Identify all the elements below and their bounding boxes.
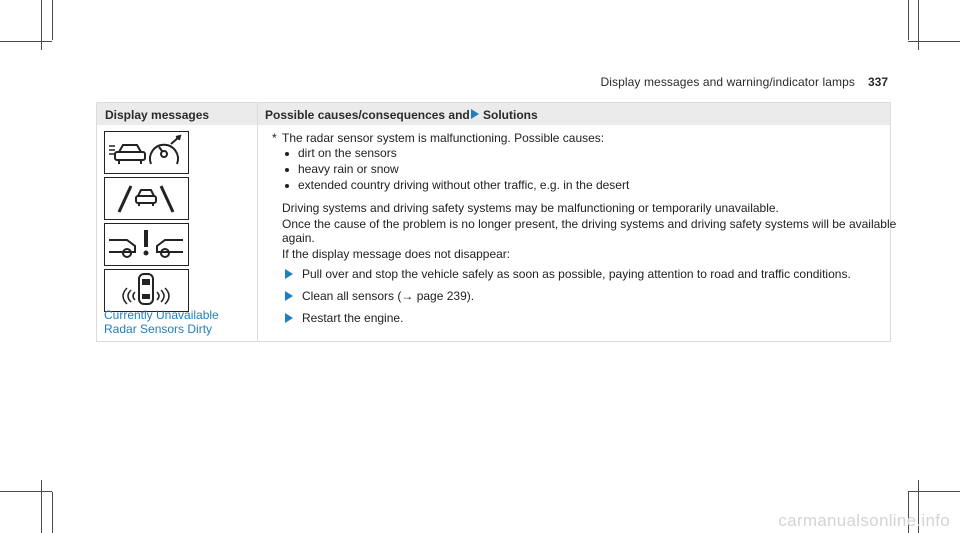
caption-radar-sensors-dirty: Radar Sensors Dirty xyxy=(104,322,213,336)
radar-sensor-fault-icon xyxy=(104,131,189,174)
paragraph-systems: Driving systems and driving safety systems may be malfunctioning or temporarily unavailable. xyxy=(282,201,779,215)
display-messages-table xyxy=(96,102,897,342)
page-number: 337 xyxy=(868,75,889,89)
col-header-causes: Possible causes/consequences and xyxy=(265,108,470,122)
step-pull-over: Pull over and stop the vehicle safely as soon as possible, paying attention to road and traffic conditions. xyxy=(302,267,851,281)
crop-mark xyxy=(41,0,42,50)
step-clean-sensors: Clean all sensors (→ page 239). xyxy=(302,289,475,303)
page-header-title: Display messages and warning/indicator lamps xyxy=(600,75,855,89)
asterisk: * xyxy=(272,131,277,145)
paragraph-if: If the display message does not disappear: xyxy=(282,247,511,261)
crop-mark xyxy=(0,41,52,42)
step-arrow-icon xyxy=(285,313,293,323)
col-header-display-messages: Display messages xyxy=(105,108,210,122)
collision-warning-icon xyxy=(104,223,189,266)
crop-mark xyxy=(908,491,960,492)
crop-mark xyxy=(52,0,53,40)
col-header-solutions: Solutions xyxy=(483,108,538,122)
crop-mark xyxy=(41,480,42,533)
step-arrow-icon xyxy=(285,291,293,301)
cause-item: extended country driving without other traffic, e.g. in the desert xyxy=(298,178,630,192)
step-restart: Restart the engine. xyxy=(302,311,404,325)
paragraph-once-cont: again. xyxy=(282,231,315,245)
solutions-arrow-icon xyxy=(471,109,479,119)
crop-mark xyxy=(918,0,919,50)
bullet xyxy=(285,184,289,188)
intro-text: The radar sensor system is malfunctioning. Possible causes: xyxy=(282,131,605,145)
crop-mark xyxy=(52,492,53,533)
cause-item: dirt on the sensors xyxy=(298,146,397,160)
driving-lane-assist-icon xyxy=(104,177,189,220)
watermark: carmanualsonline.info xyxy=(778,511,950,530)
crop-mark xyxy=(0,491,52,492)
bullet xyxy=(285,152,289,156)
crop-mark xyxy=(908,0,909,40)
parking-sensors-icon xyxy=(104,269,189,312)
step-arrow-icon xyxy=(285,269,293,279)
table-header xyxy=(97,103,890,125)
paragraph-once: Once the cause of the problem is no longer present, the driving systems and driving safety systems will be available xyxy=(282,217,897,231)
column-divider xyxy=(257,103,258,341)
caption-currently-unavailable: Currently Unavailable xyxy=(104,308,219,322)
crop-mark xyxy=(908,41,960,42)
bullet xyxy=(285,168,289,172)
cause-item: heavy rain or snow xyxy=(298,162,399,176)
